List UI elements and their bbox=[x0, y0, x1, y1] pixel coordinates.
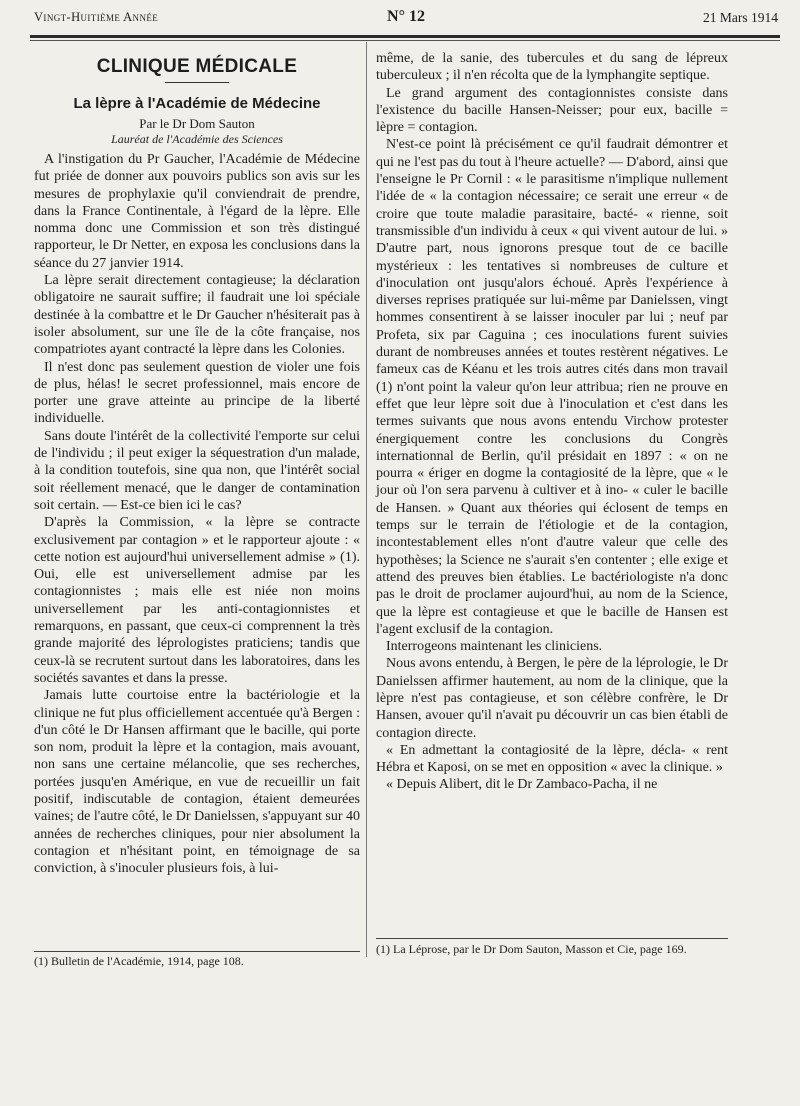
section-title: CLINIQUE MÉDICALE bbox=[96, 56, 298, 77]
footnote-rule bbox=[34, 951, 360, 952]
paragraph: D'après la Commission, « la lèpre se contracte exclusivement par contagion » et le rapporteur ajoute : « cette notion est aujourd'hui universellement admise » (1). Oui, elle est universellement admise par les contagionnistes ; mais elle est niée non moins universellement par les anti-contagionnistes et remarquons, en passant, que ceux-ci comprennent la très grande majorité des léprologistes praticiens; tandis que ceux-là se recrutent surtout dans les laboratoires, dans les sociétés savantes et dans la presse. bbox=[34, 515, 360, 686]
header-rule-thin bbox=[30, 40, 780, 41]
paragraph: N'est-ce point là précisément ce qu'il faudrait démontrer et qui ne l'est pas du tout à l'heure actuelle? — D'abord, ainsi que l'enseigne le Pr Cornil : « le parasitisme n'implique nullement l'idée de « la contagion nécessaire; ce serait une erreur « de croire que toute maladie parasitaire, bacté- « rienne, soit transmissible d'un individu à ceux « qui vivent autour de lui. » D'autre part, nous ignorons presque tout de ce bacille mystérieux : les tentatives si nombreuses de culture et d'inoculation ont jusqu'alors échoué. Après l'expérience à diverses reprises pratiquée sur lui-même par Danielssen, vingt hommes consentirent à se laisser inoculer par lui ; neuf par Profeta, six par Caguina ; ces inoculations furent suivies durant de nombreuses années et toutes restèrent négatives. Le fameux cas de Kéanu et les trois autres cités dans mon travail (1) n'ont point la valeur qu'on leur attribua; rien ne prouve en effet que leur lèpre soit due à l'inoculation et c'est dans les termes suivants que nous avons entendu Virchow protester énergiquement contre les conclusions du Congrès internationnal de Berlin, qu'il présidait en 1897 : « on ne pourra « ériger en dogme la contagiosité de la lèpre, que « le jour où l'on sera parvenu à cultiver et à ino- « culer le bacille de Hansen. » Quant aux théories qui éclosent de temps en temps sur le terrain de l'étiologie et de la contagion, incontestablement elles n'ont d'autre valeur que celle des hypothèses; la Science ne s'aurait s'en contenter ; elle exige et attend des preuves bien établies. Le bactériologiste n'a donc pas le droit de proclamer aujourd'hui, au nom de la Science, que la lèpre est contagieuse et que le bacille de Hansen est l'agent exclusif de la contagion. bbox=[376, 137, 728, 637]
header-rule bbox=[30, 35, 780, 38]
footnote-rule bbox=[376, 938, 728, 939]
issue-date: 21 Mars 1914 bbox=[703, 10, 778, 25]
column-divider bbox=[366, 42, 367, 957]
left-column bbox=[34, 50, 360, 877]
paragraph: « En admettant la contagiosité de la lèpre, décla- « rent Hébra et Kaposi, on se met en opposition « avec la clinique. » bbox=[376, 742, 728, 776]
paragraph: Il n'est donc pas seulement question de violer une fois de plus, hélas! le secret professionnel, mais encore de porter une grave atteinte au principe de la liberté individuelle. bbox=[34, 359, 360, 427]
right-column bbox=[376, 50, 728, 794]
paragraph: même, de la sanie, des tubercules et du sang de lépreux tuberculeux ; il n'en récolta que de la lymphangite septique. bbox=[376, 51, 728, 84]
article-title: La lèpre à l'Académie de Médecine bbox=[73, 95, 321, 112]
paragraph: Interrogeons maintenant les cliniciens. bbox=[386, 639, 603, 655]
article-byline: Par le Dr Dom Sauton bbox=[139, 116, 255, 131]
paragraph: Sans doute l'intérêt de la collectivité l'emporte sur celui de l'individu ; il peut exiger la séquestration d'un malade, à la condition toutefois, sine qua non, que l'intérêt social soit réellement menacé, que le danger de contamination soit certain. — Est-ce bien ici le cas? bbox=[34, 428, 360, 513]
running-head bbox=[34, 8, 778, 30]
footnote-right: (1) La Léprose, par le Dr Dom Sauton, Masson et Cie, page 169. bbox=[376, 942, 687, 956]
issue-number: N° 12 bbox=[387, 8, 425, 25]
paragraph: La lèpre serait directement contagieuse; la déclaration obligatoire ne saurait suffire; il faudrait une loi spéciale destinée à la combattre et le Dr Gaucher n'hésiterait pas à isoler absolument, sur une île de la côte française, nos compatriotes ayant contracté la lèpre dans les Colonies. bbox=[34, 273, 360, 358]
paragraph: Le grand argument des contagionnistes consiste dans l'existence du bacille Hansen-Neisser; pour eux, bacille = lèpre = contagion. bbox=[376, 85, 728, 136]
volume-label: Vingt-Huitième Année bbox=[34, 10, 159, 24]
paragraph: Jamais lutte courtoise entre la bactériologie et la clinique ne fut plus officiellement accentuée qu'à Bergen : d'un côté le Dr Hansen affirmant que le bacille, qui porte son nom, produit la lèpre et la contagion, mais avouant, non sans une certaine mélancolie, que ses recherches, portées jusqu'en Amérique, en vue de recueillir un fait positif, indiscutable de contagion, étaient demeurées vaines; de l'autre côté, le Dr Danielssen, s'appuyant sur 40 années de recherches cliniques, pour nier absolument la contagion et n'hésitant point, en témoignage de sa conviction, à s'inoculer plusieurs fois, à lui- bbox=[34, 688, 360, 877]
footnote-left: (1) Bulletin de l'Académie, 1914, page 108. bbox=[34, 954, 244, 968]
author-affiliation: Lauréat de l'Académie des Sciences bbox=[111, 132, 283, 146]
paragraph: A l'instigation du Pr Gaucher, l'Académie de Médecine fut priée de donner aux pouvoirs publics son avis sur les mesures de prophylaxie qu'il conviendrait de prendre, dans la France Continentale, à l'égard de la lèpre. Elle nomma donc une Commission et son très distingué rapporteur, le Dr Netter, en exposa les conclusions dans la séance du 27 janvier 1914. bbox=[34, 152, 360, 271]
section-title-rule bbox=[165, 82, 229, 83]
paragraph: « Depuis Alibert, dit le Dr Zambaco-Pacha, il ne bbox=[386, 777, 658, 793]
paragraph: Nous avons entendu, à Bergen, le père de la léprologie, le Dr Danielssen affirmer hautement, au nom de la clinique, que la lèpre n'est pas contagieuse, et son célèbre confrère, le Dr Hansen, avouer qu'il n'avait pu découvrir un cas bien établi de contagion directe. bbox=[376, 656, 728, 741]
